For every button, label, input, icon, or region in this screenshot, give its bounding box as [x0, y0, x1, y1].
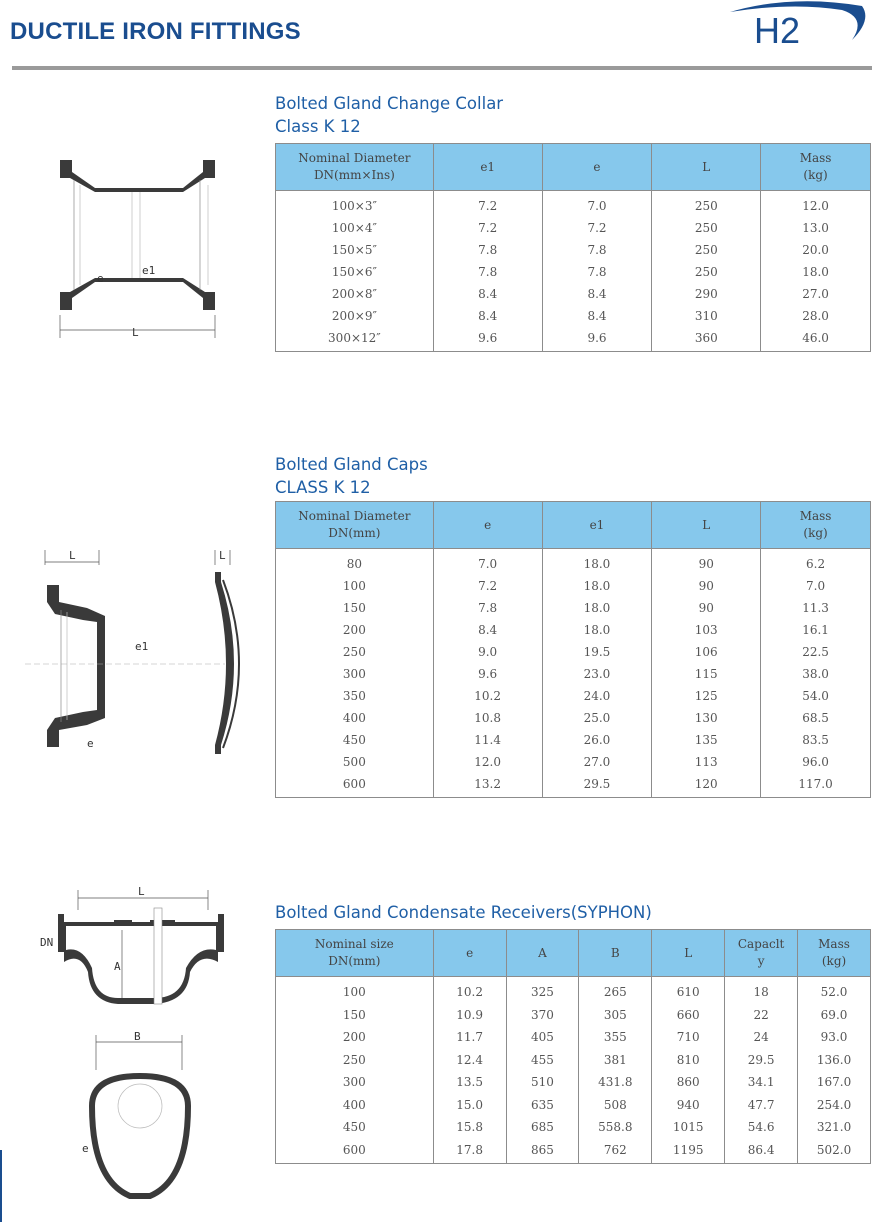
- table-cell: 508: [579, 1094, 652, 1117]
- table-cell: 9.6: [542, 327, 652, 352]
- table-cell: 167.0: [798, 1071, 871, 1094]
- table-cell: 26.0: [542, 729, 652, 751]
- caps-title-line2: CLASS K 12: [275, 478, 371, 497]
- table-cell: 7.0: [433, 549, 542, 576]
- table-header-cell: Mass (kg): [761, 502, 871, 549]
- table-cell: 38.0: [761, 663, 871, 685]
- table-cell: 103: [652, 619, 761, 641]
- table-row: [276, 619, 871, 641]
- table-header-cell: L: [652, 930, 725, 977]
- table-cell: 400: [276, 1094, 434, 1117]
- h2-logo: [722, 0, 872, 50]
- table-cell: 250: [276, 1049, 434, 1072]
- table-cell: 200: [276, 619, 434, 641]
- table-cell: 47.7: [725, 1094, 798, 1117]
- table-cell: 130: [652, 707, 761, 729]
- table-header-cell: e: [542, 144, 652, 191]
- table-cell: 22: [725, 1004, 798, 1027]
- receivers-table: [275, 929, 871, 1164]
- table-cell: 325: [506, 977, 579, 1004]
- receivers-label-DN: DN: [40, 936, 54, 949]
- table-cell: 135: [652, 729, 761, 751]
- table-cell: 115: [652, 663, 761, 685]
- table-cell: 660: [652, 1004, 725, 1027]
- table-cell: 8.4: [433, 283, 542, 305]
- table-cell: 113: [652, 751, 761, 773]
- table-cell: 7.2: [542, 217, 652, 239]
- table-cell: 405: [506, 1026, 579, 1049]
- table-cell: 93.0: [798, 1026, 871, 1049]
- table-cell: 80: [276, 549, 434, 576]
- caps-drawing: [25, 540, 255, 760]
- table-cell: 24.0: [542, 685, 652, 707]
- table-row: [276, 1026, 871, 1049]
- table-cell: 11.3: [761, 597, 871, 619]
- collar-label-e1: e1: [142, 264, 156, 277]
- table-row: [276, 773, 871, 798]
- table-cell: 250: [652, 217, 761, 239]
- table-cell: 558.8: [579, 1116, 652, 1139]
- table-row: [276, 1004, 871, 1027]
- caps-section-title: [275, 453, 428, 499]
- table-header-cell: e1: [433, 144, 542, 191]
- table-cell: 305: [579, 1004, 652, 1027]
- table-cell: 69.0: [798, 1004, 871, 1027]
- table-cell: 27.0: [761, 283, 871, 305]
- table-header-cell: Nominal Diameter DN(mm×Ins): [276, 144, 434, 191]
- table-header-cell: e: [433, 502, 542, 549]
- table-cell: 762: [579, 1139, 652, 1164]
- table-cell: 254.0: [798, 1094, 871, 1117]
- table-row: [276, 1049, 871, 1072]
- table-cell: 10.8: [433, 707, 542, 729]
- table-cell: 22.5: [761, 641, 871, 663]
- table-row: [276, 663, 871, 685]
- table-cell: 12.0: [433, 751, 542, 773]
- table-cell: 7.8: [433, 597, 542, 619]
- caps-title-line1: Bolted Gland Caps: [275, 455, 428, 474]
- caps-label-e: e: [87, 737, 94, 750]
- table-cell: 18.0: [761, 261, 871, 283]
- table-cell: 290: [652, 283, 761, 305]
- table-row: [276, 1139, 871, 1164]
- table-cell: 54.6: [725, 1116, 798, 1139]
- table-header-cell: Mass (kg): [761, 144, 871, 191]
- table-cell: 300×12″: [276, 327, 434, 352]
- table-cell: 25.0: [542, 707, 652, 729]
- table-cell: 18.0: [542, 549, 652, 576]
- table-row: [276, 1116, 871, 1139]
- table-cell: 17.8: [433, 1139, 506, 1164]
- table-row: [276, 327, 871, 352]
- table-header-cell: Mass (kg): [798, 930, 871, 977]
- table-cell: 100: [276, 575, 434, 597]
- table-cell: 46.0: [761, 327, 871, 352]
- table-cell: 250: [652, 191, 761, 218]
- table-cell: 265: [579, 977, 652, 1004]
- table-cell: 455: [506, 1049, 579, 1072]
- table-cell: 18.0: [542, 575, 652, 597]
- table-cell: 12.4: [433, 1049, 506, 1072]
- collar-title-line1: Bolted Gland Change Collar: [275, 94, 504, 113]
- table-cell: 150: [276, 1004, 434, 1027]
- table-cell: 6.2: [761, 549, 871, 576]
- table-cell: 13.2: [433, 773, 542, 798]
- table-cell: 12.0: [761, 191, 871, 218]
- table-cell: 370: [506, 1004, 579, 1027]
- table-cell: 450: [276, 729, 434, 751]
- table-row: [276, 729, 871, 751]
- table-cell: 16.1: [761, 619, 871, 641]
- table-cell: 34.1: [725, 1071, 798, 1094]
- table-cell: 150: [276, 597, 434, 619]
- table-cell: 8.4: [542, 283, 652, 305]
- table-cell: 136.0: [798, 1049, 871, 1072]
- table-row: [276, 217, 871, 239]
- page-title: DUCTILE IRON FITTINGS: [10, 18, 301, 45]
- table-cell: 7.8: [542, 261, 652, 283]
- table-cell: 600: [276, 773, 434, 798]
- table-cell: 150×6″: [276, 261, 434, 283]
- table-cell: 52.0: [798, 977, 871, 1004]
- table-cell: 200×9″: [276, 305, 434, 327]
- table-header-cell: L: [652, 502, 761, 549]
- table-header-cell: e1: [542, 502, 652, 549]
- table-cell: 68.5: [761, 707, 871, 729]
- table-cell: 250: [652, 261, 761, 283]
- receivers-label-A: A: [114, 960, 121, 973]
- table-header-cell: L: [652, 144, 761, 191]
- table-cell: 1195: [652, 1139, 725, 1164]
- table-row: [276, 1094, 871, 1117]
- table-row: [276, 261, 871, 283]
- table-cell: 117.0: [761, 773, 871, 798]
- table-row: [276, 597, 871, 619]
- table-cell: 200×8″: [276, 283, 434, 305]
- table-row: [276, 1071, 871, 1094]
- table-cell: 9.6: [433, 327, 542, 352]
- table-cell: 10.2: [433, 977, 506, 1004]
- table-cell: 18: [725, 977, 798, 1004]
- table-row: [276, 977, 871, 1004]
- table-cell: 8.4: [542, 305, 652, 327]
- table-cell: 28.0: [761, 305, 871, 327]
- table-cell: 54.0: [761, 685, 871, 707]
- collar-label-L: L: [132, 326, 139, 339]
- table-cell: 600: [276, 1139, 434, 1164]
- table-cell: 8.4: [433, 305, 542, 327]
- caps-label-L2: L: [219, 549, 226, 562]
- table-cell: 90: [652, 597, 761, 619]
- table-cell: 18.0: [542, 597, 652, 619]
- table-cell: 20.0: [761, 239, 871, 261]
- table-cell: 300: [276, 663, 434, 685]
- table-cell: 7.0: [761, 575, 871, 597]
- receivers-label-B: B: [134, 1030, 141, 1043]
- table-cell: 355: [579, 1026, 652, 1049]
- caps-label-e1: e1: [135, 640, 149, 653]
- collar-title-line2: Class K 12: [275, 117, 361, 136]
- table-cell: 125: [652, 685, 761, 707]
- table-cell: 83.5: [761, 729, 871, 751]
- table-cell: 150×5″: [276, 239, 434, 261]
- table-cell: 7.8: [433, 239, 542, 261]
- table-cell: 250: [276, 641, 434, 663]
- collar-section-title: [275, 92, 503, 138]
- table-cell: 610: [652, 977, 725, 1004]
- table-cell: 100: [276, 977, 434, 1004]
- table-header-cell: B: [579, 930, 652, 977]
- table-cell: 100×4″: [276, 217, 434, 239]
- table-cell: 635: [506, 1094, 579, 1117]
- table-cell: 7.2: [433, 575, 542, 597]
- table-cell: 24: [725, 1026, 798, 1049]
- table-cell: 11.7: [433, 1026, 506, 1049]
- table-cell: 502.0: [798, 1139, 871, 1164]
- table-cell: 10.2: [433, 685, 542, 707]
- table-cell: 400: [276, 707, 434, 729]
- collar-table: [275, 143, 871, 352]
- table-row: [276, 305, 871, 327]
- table-cell: 7.2: [433, 191, 542, 218]
- collar-drawing: [40, 150, 240, 350]
- table-header-cell: A: [506, 930, 579, 977]
- table-cell: 29.5: [542, 773, 652, 798]
- table-header-cell: Capaclt y: [725, 930, 798, 977]
- table-cell: 710: [652, 1026, 725, 1049]
- table-row: [276, 575, 871, 597]
- table-cell: 19.5: [542, 641, 652, 663]
- table-cell: 106: [652, 641, 761, 663]
- table-cell: 86.4: [725, 1139, 798, 1164]
- logo-text: H2: [754, 10, 801, 50]
- table-cell: 7.8: [433, 261, 542, 283]
- receivers-label-e: e: [82, 1142, 89, 1155]
- table-cell: 23.0: [542, 663, 652, 685]
- table-cell: 10.9: [433, 1004, 506, 1027]
- caps-table: [275, 501, 871, 798]
- table-cell: 120: [652, 773, 761, 798]
- table-cell: 865: [506, 1139, 579, 1164]
- table-cell: 96.0: [761, 751, 871, 773]
- table-cell: 15.0: [433, 1094, 506, 1117]
- header-divider: [12, 66, 872, 70]
- table-cell: 360: [652, 327, 761, 352]
- collar-label-e: e: [97, 272, 104, 285]
- table-cell: 250: [652, 239, 761, 261]
- table-cell: 860: [652, 1071, 725, 1094]
- table-cell: 300: [276, 1071, 434, 1094]
- table-cell: 90: [652, 575, 761, 597]
- table-cell: 13.0: [761, 217, 871, 239]
- table-cell: 810: [652, 1049, 725, 1072]
- receivers-drawing: [30, 880, 240, 1220]
- table-cell: 8.4: [433, 619, 542, 641]
- table-cell: 27.0: [542, 751, 652, 773]
- page-edge-bar: [0, 1150, 2, 1222]
- table-cell: 431.8: [579, 1071, 652, 1094]
- table-row: [276, 283, 871, 305]
- table-cell: 7.0: [542, 191, 652, 218]
- table-cell: 381: [579, 1049, 652, 1072]
- table-cell: 500: [276, 751, 434, 773]
- table-row: [276, 549, 871, 576]
- table-header-cell: e: [433, 930, 506, 977]
- table-cell: 350: [276, 685, 434, 707]
- table-header-cell: Nominal Diameter DN(mm): [276, 502, 434, 549]
- table-row: [276, 239, 871, 261]
- table-cell: 7.2: [433, 217, 542, 239]
- receivers-label-L: L: [138, 885, 145, 898]
- table-row: [276, 641, 871, 663]
- table-cell: 685: [506, 1116, 579, 1139]
- table-cell: 940: [652, 1094, 725, 1117]
- table-cell: 200: [276, 1026, 434, 1049]
- table-cell: 18.0: [542, 619, 652, 641]
- table-cell: 450: [276, 1116, 434, 1139]
- table-cell: 310: [652, 305, 761, 327]
- table-cell: 90: [652, 549, 761, 576]
- table-cell: 321.0: [798, 1116, 871, 1139]
- table-row: [276, 191, 871, 218]
- table-header-cell: Nominal size DN(mm): [276, 930, 434, 977]
- table-cell: 7.8: [542, 239, 652, 261]
- caps-label-L: L: [69, 549, 76, 562]
- table-cell: 100×3″: [276, 191, 434, 218]
- table-cell: 9.6: [433, 663, 542, 685]
- table-cell: 13.5: [433, 1071, 506, 1094]
- table-cell: 15.8: [433, 1116, 506, 1139]
- table-cell: 9.0: [433, 641, 542, 663]
- table-row: [276, 685, 871, 707]
- table-cell: 11.4: [433, 729, 542, 751]
- table-cell: 510: [506, 1071, 579, 1094]
- table-row: [276, 751, 871, 773]
- table-row: [276, 707, 871, 729]
- table-cell: 1015: [652, 1116, 725, 1139]
- table-cell: 29.5: [725, 1049, 798, 1072]
- receivers-section-title: Bolted Gland Condensate Receivers(SYPHON): [275, 903, 652, 922]
